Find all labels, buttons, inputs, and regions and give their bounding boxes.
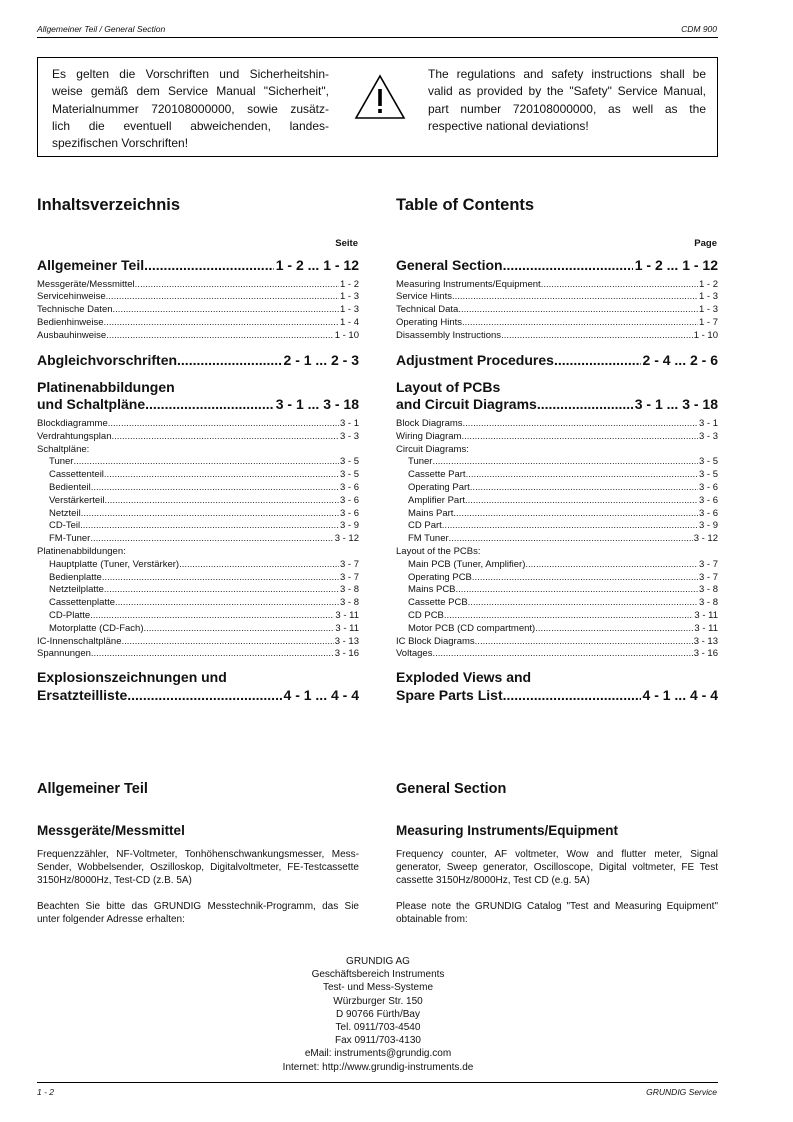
toc-item-label: Netzteilplatte	[49, 584, 104, 596]
toc-item-label: Operating Part	[408, 481, 470, 493]
toc-item-page: 3 - 6	[698, 494, 718, 506]
dot-leader	[444, 610, 694, 623]
address-line: Fax 0911/703-4130	[335, 1035, 421, 1047]
toc-item[interactable]	[37, 572, 359, 585]
running-header-right: CDM 900	[681, 24, 717, 34]
toc-item[interactable]	[396, 418, 718, 431]
dot-leader	[470, 482, 698, 495]
toc-item-label: Cassette Part	[408, 469, 466, 481]
safety-line: Es gelten die Vorschriften und Sicherheitshin-	[52, 67, 329, 81]
dot-leader	[503, 687, 641, 705]
toc-item[interactable]	[396, 495, 718, 508]
toc-item[interactable]	[37, 623, 359, 636]
toc-item-label: Wiring Diagram	[396, 430, 462, 442]
measuring-subtitle-de: Messgeräte/Messmittel	[37, 823, 185, 838]
toc-item[interactable]	[37, 520, 359, 533]
toc-section-row[interactable]	[37, 396, 359, 414]
dot-leader	[106, 291, 339, 304]
toc-section	[396, 669, 718, 704]
toc-item[interactable]	[396, 469, 718, 482]
toc-item-label: Operating Hints	[396, 316, 463, 328]
dot-leader	[475, 636, 693, 649]
dot-leader	[91, 482, 339, 495]
toc-item[interactable]	[37, 636, 359, 649]
section-spacer	[396, 370, 718, 379]
dot-leader	[463, 418, 698, 431]
toc-item[interactable]	[396, 648, 718, 661]
toc-item-page: 3 - 6	[698, 507, 718, 519]
toc-item-label: Motorplatte (CD-Fach)	[49, 622, 144, 634]
toc-section-title: Allgemeiner Teil	[37, 257, 145, 273]
toc-item-page: 3 - 5	[698, 469, 718, 481]
dot-leader	[465, 495, 698, 508]
footer-brand: GRUNDIG Service	[646, 1087, 717, 1097]
safety-line: weise gemäß dem Service Manual "Sicherheit",	[52, 84, 329, 99]
page-number: 1 - 2	[37, 1087, 55, 1097]
toc-item[interactable]	[37, 533, 359, 546]
toc-item[interactable]	[396, 520, 718, 533]
dot-leader	[472, 572, 698, 585]
safety-text-en	[428, 66, 706, 135]
toc-item-list	[37, 418, 359, 661]
toc-item-label: CD PCB	[408, 609, 444, 621]
dot-leader	[145, 396, 274, 414]
toc-item[interactable]	[37, 559, 359, 572]
safety-notice-box	[37, 57, 718, 157]
toc-item-label: FM Tuner	[408, 533, 449, 545]
toc-section-pages: 1 - 2 ... 1 - 12	[275, 257, 359, 273]
dot-leader	[104, 495, 339, 508]
toc-section-title-line: Explosionszeichnungen und	[37, 669, 227, 686]
toc-item[interactable]	[37, 330, 359, 343]
toc-item-page: 3 - 13	[334, 635, 359, 647]
toc-section-row[interactable]	[396, 396, 718, 414]
dot-leader	[452, 291, 698, 304]
toc-column-de	[37, 257, 359, 704]
toc-item-page: 3 - 7	[339, 571, 359, 583]
toc-item-page: 1 - 2	[698, 278, 718, 290]
safety-text-de	[52, 66, 329, 152]
toc-item-page: 3 - 6	[698, 481, 718, 493]
toc-item[interactable]	[37, 317, 359, 330]
toc-item[interactable]	[396, 431, 718, 444]
toc-section-title-line: Platinenabbildungen	[37, 378, 175, 395]
dot-leader	[458, 304, 698, 317]
toc-section	[396, 257, 718, 275]
toc-item[interactable]	[396, 572, 718, 585]
dot-leader	[456, 584, 698, 597]
toc-column-en	[396, 257, 718, 704]
toc-section-title: General Section	[396, 257, 503, 273]
dot-leader	[501, 330, 693, 343]
toc-section-pages: 2 - 4 ... 2 - 6	[642, 352, 718, 369]
toc-item-page: 3 - 5	[339, 469, 359, 481]
address-line: Internet: http://www.grundig-instruments.de	[282, 1061, 474, 1073]
general-section-title-de: Allgemeiner Teil	[37, 781, 148, 797]
toc-item[interactable]	[396, 610, 718, 623]
toc-section-row[interactable]	[396, 352, 718, 370]
toc-page-label-en: Page	[694, 238, 717, 249]
footer-rule	[37, 1082, 718, 1083]
toc-item[interactable]	[37, 610, 359, 623]
toc-section	[37, 669, 359, 704]
dot-leader	[104, 584, 339, 597]
toc-item-page: 1 - 2	[339, 278, 359, 290]
dot-leader	[453, 508, 698, 521]
toc-item[interactable]	[396, 559, 718, 572]
dot-leader	[432, 648, 692, 661]
toc-item-label: Block Diagrams	[396, 417, 463, 429]
dot-leader	[468, 597, 698, 610]
dot-leader	[80, 520, 339, 533]
toc-item[interactable]	[396, 533, 718, 546]
toc-section-title: Abgleichvorschriften	[37, 352, 178, 369]
toc-item-page: 3 - 3	[698, 430, 718, 442]
toc-item-label: Schaltpläne:	[37, 443, 90, 455]
dot-leader	[115, 597, 339, 610]
section-spacer	[37, 370, 359, 379]
toc-item-label: Technische Daten	[37, 304, 113, 316]
safety-line: spezifischen Vorschriften!	[52, 136, 189, 151]
dot-leader	[554, 352, 641, 370]
safety-line: lich die eventuell abweichenden, landes-	[52, 118, 329, 133]
toc-section	[37, 379, 359, 414]
toc-item-label: Circuit Diagrams:	[396, 443, 469, 455]
toc-item-page: 3 - 6	[339, 494, 359, 506]
toc-item-label: CD Part	[408, 520, 442, 532]
toc-item-page: 3 - 8	[698, 584, 718, 596]
toc-title-en: Table of Contents	[396, 196, 535, 214]
toc-section-title: and Circuit Diagrams	[396, 396, 537, 413]
toc-item-label: Service Hints	[396, 291, 452, 303]
dot-leader	[525, 559, 698, 572]
safety-line: valid as provided by the "Safety" Service Manual,	[428, 84, 706, 99]
toc-section-title-line: Layout of PCBs	[396, 378, 501, 395]
address-line: eMail: instruments@grundig.com	[304, 1048, 452, 1060]
address-line: Würzburger Str. 150	[333, 995, 423, 1007]
toc-item-label: Layout of the PCBs:	[396, 545, 481, 557]
toc-section	[396, 352, 718, 370]
toc-item[interactable]	[396, 597, 718, 610]
toc-item-page: 3 - 7	[698, 571, 718, 583]
dot-leader	[462, 317, 698, 330]
equipment-list-en: Frequency counter, AF voltmeter, Wow and flutter meter, Signal generator, Sweep generator, Oscilloscope, Digital voltmeter, FE Test cassette 3150Hz/8000Hz, Test CD (e.g. 5A)	[396, 849, 718, 886]
toc-item[interactable]	[396, 546, 718, 559]
safety-line: respective national deviations!	[428, 118, 589, 133]
section-spacer	[37, 661, 359, 669]
address-line: GRUNDIG AG	[346, 956, 410, 967]
toc-section	[37, 352, 359, 370]
toc-item-page: 3 - 12	[334, 533, 359, 545]
toc-item-label: Voltages	[396, 648, 433, 660]
running-header-left: Allgemeiner Teil / General Section	[37, 24, 166, 34]
toc-item[interactable]	[37, 508, 359, 521]
warning-triangle-icon	[354, 74, 406, 125]
toc-item-page: 3 - 6	[339, 481, 359, 493]
dot-leader	[81, 508, 339, 521]
dot-leader	[122, 636, 334, 649]
toc-item-label: Measuring Instruments/Equipment	[396, 278, 541, 290]
toc-item-page: 3 - 5	[339, 456, 359, 468]
toc-item[interactable]	[37, 597, 359, 610]
dot-leader	[113, 304, 339, 317]
toc-item[interactable]	[396, 291, 718, 304]
toc-item[interactable]	[37, 456, 359, 469]
dot-leader	[90, 610, 334, 623]
dot-leader	[108, 418, 339, 431]
toc-item-page: 3 - 8	[698, 597, 718, 609]
toc-item-label: Ausbauhinweise	[37, 329, 107, 341]
general-section-title-en: General Section	[396, 781, 507, 797]
dot-leader	[127, 687, 281, 705]
toc-item[interactable]	[37, 418, 359, 431]
toc-item-page: 1 - 3	[698, 291, 718, 303]
toc-item-label: Bedienteil	[49, 481, 91, 493]
toc-item-page: 3 - 1	[698, 417, 718, 429]
toc-section-title-line: Exploded Views and	[396, 669, 532, 686]
section-spacer	[396, 342, 718, 352]
toc-item-page: 1 - 3	[339, 291, 359, 303]
toc-item-label: Blockdiagramme	[37, 417, 108, 429]
toc-item-page: 3 - 1	[339, 417, 359, 429]
toc-item[interactable]	[396, 508, 718, 521]
dot-leader	[535, 623, 693, 636]
toc-item-label: Cassettenplatte	[49, 597, 116, 609]
toc-section-row[interactable]	[396, 687, 718, 705]
toc-item[interactable]	[396, 279, 718, 292]
toc-section-pages: 4 - 1 ... 4 - 4	[642, 686, 718, 703]
toc-item-label: Verstärkerteil	[49, 494, 105, 506]
toc-item[interactable]	[37, 291, 359, 304]
toc-page-label-de: Seite	[335, 238, 358, 249]
toc-item[interactable]	[37, 431, 359, 444]
dot-leader	[144, 257, 274, 275]
toc-item-page: 3 - 11	[694, 622, 718, 634]
toc-item-label: Operating PCB	[408, 571, 472, 583]
toc-item-label: Disassembly Instructions	[396, 329, 502, 341]
catalog-note-en: Please note the GRUNDIG Catalog "Test and Measuring Equipment" obtainable from:	[396, 901, 718, 925]
toc-item-page: 3 - 5	[698, 456, 718, 468]
toc-item[interactable]	[396, 482, 718, 495]
toc-section-row[interactable]	[396, 257, 718, 275]
toc-item-label: Main PCB (Tuner, Amplifier)	[408, 558, 526, 570]
toc-item[interactable]	[37, 444, 359, 457]
toc-item[interactable]	[396, 623, 718, 636]
address-line: D 90766 Fürth/Bay	[336, 1008, 420, 1020]
toc-item-label: IC Block Diagrams	[396, 635, 475, 647]
toc-title-de: Inhaltsverzeichnis	[37, 196, 181, 214]
toc-item[interactable]	[37, 482, 359, 495]
toc-section-pages: 3 - 1 ... 3 - 18	[634, 396, 718, 413]
dot-leader	[104, 317, 339, 330]
toc-item-page: 3 - 8	[339, 597, 359, 609]
toc-item-label: Tuner	[49, 456, 74, 468]
toc-item-page: 3 - 3	[339, 430, 359, 442]
toc-item-page: 1 - 10	[334, 329, 359, 341]
safety-line: The regulations and safety instructions shall be	[428, 67, 706, 81]
toc-item-label: CD-Platte	[49, 609, 91, 621]
toc-section	[396, 379, 718, 414]
toc-item-page: 3 - 13	[693, 635, 718, 647]
toc-item-label: Cassettenteil	[49, 469, 104, 481]
dot-leader	[449, 533, 693, 546]
dot-leader	[442, 520, 698, 533]
catalog-note-de: Beachten Sie bitte das GRUNDIG Messtechnik-Programm, das Sie unter folgender Adresse erhalten:	[37, 901, 359, 925]
toc-section-title: Adjustment Procedures	[396, 352, 554, 369]
dot-leader	[135, 279, 339, 292]
safety-line: part number 720108000000, as well as the	[428, 101, 706, 116]
header-rule	[37, 37, 718, 38]
toc-item-label: Mains Part	[408, 507, 454, 519]
toc-item[interactable]	[396, 304, 718, 317]
toc-item-page: 3 - 11	[335, 609, 359, 621]
address-line: Tel. 0911/703-4540	[335, 1022, 421, 1034]
toc-item-page: 3 - 8	[339, 584, 359, 596]
toc-item-label: Tuner	[408, 456, 433, 468]
section-spacer	[396, 661, 718, 669]
toc-item-page: 3 - 7	[339, 558, 359, 570]
toc-item[interactable]	[396, 636, 718, 649]
toc-item[interactable]	[37, 304, 359, 317]
toc-section-row[interactable]	[37, 257, 359, 275]
toc-item-page: 1 - 3	[698, 304, 718, 316]
dot-leader	[91, 648, 334, 661]
toc-item-label: Cassette PCB	[408, 597, 468, 609]
toc-item-page: 3 - 11	[335, 622, 359, 634]
dot-leader	[461, 431, 698, 444]
dot-leader	[466, 469, 698, 482]
toc-item-page: 1 - 7	[698, 316, 718, 328]
toc-item-label: Bedienplatte	[49, 571, 102, 583]
dot-leader	[102, 572, 339, 585]
toc-item-label: CD-Teil	[49, 520, 81, 532]
toc-item-label: Verdrahtungsplan	[37, 430, 112, 442]
toc-section-row[interactable]	[37, 352, 359, 370]
toc-item-page: 3 - 6	[339, 507, 359, 519]
dot-leader	[179, 559, 339, 572]
dot-leader	[541, 279, 698, 292]
dot-leader	[537, 396, 633, 414]
toc-item-label: Mains PCB	[408, 584, 456, 596]
toc-item-label: Servicehinweise	[37, 291, 106, 303]
toc-section-row[interactable]	[37, 687, 359, 705]
dot-leader	[104, 469, 339, 482]
toc-section-title: Ersatzteilliste	[37, 686, 128, 703]
dot-leader	[90, 533, 333, 546]
toc-item[interactable]	[37, 495, 359, 508]
toc-section-pages: 4 - 1 ... 4 - 4	[283, 686, 359, 703]
toc-item-page: 3 - 11	[694, 609, 718, 621]
safety-line: Materialnummer 720108000000, sowie zusätz-	[52, 101, 329, 116]
dot-leader	[177, 352, 281, 370]
toc-item-page: 1 - 4	[339, 316, 359, 328]
measuring-subtitle-en: Measuring Instruments/Equipment	[396, 823, 619, 838]
toc-item[interactable]	[37, 648, 359, 661]
dot-leader	[106, 330, 334, 343]
toc-item-list	[37, 279, 359, 343]
equipment-list-de: Frequenzzähler, NF-Voltmeter, Tonhöhenschwankungsmesser, Mess-Sender, Wobbelsender, Oszilloskop, Digitalvoltmeter, FE-Testcassette 3150Hz/8000Hz, Test-CD (z.B. 5A)	[37, 849, 359, 886]
toc-item-page: 3 - 16	[334, 648, 359, 660]
toc-item[interactable]	[396, 330, 718, 343]
dot-leader	[144, 623, 335, 636]
toc-item-label: Amplifier Part	[408, 494, 466, 506]
toc-item-list	[396, 418, 718, 661]
toc-item-label: FM-Tuner	[49, 533, 91, 545]
toc-item-label: Netzteil	[49, 507, 81, 519]
toc-item-page: 3 - 9	[339, 520, 359, 532]
toc-item-label: Platinenabbildungen:	[37, 545, 126, 557]
toc-item-label: Spannungen	[37, 648, 91, 660]
toc-item-list	[396, 279, 718, 343]
section-spacer	[37, 342, 359, 352]
toc-item-page: 1 - 3	[339, 304, 359, 316]
toc-item-label: IC-Innenschaltpläne	[37, 635, 122, 647]
toc-item[interactable]	[37, 546, 359, 559]
toc-item[interactable]	[37, 279, 359, 292]
toc-item-page: 3 - 12	[693, 533, 718, 545]
toc-item-page: 3 - 7	[698, 558, 718, 570]
grundig-address-block	[200, 955, 556, 1074]
toc-section-pages: 2 - 1 ... 2 - 3	[283, 352, 359, 369]
toc-item-page: 1 - 10	[693, 329, 718, 341]
toc-item[interactable]	[37, 584, 359, 597]
toc-item[interactable]	[396, 317, 718, 330]
toc-item[interactable]	[37, 469, 359, 482]
toc-item-label: Hauptplatte (Tuner, Verstärker)	[49, 558, 180, 570]
toc-section-title: und Schaltpläne	[37, 396, 146, 413]
toc-item[interactable]	[396, 444, 718, 457]
toc-section-pages: 1 - 2 ... 1 - 12	[634, 257, 718, 273]
toc-item-label: Bedienhinweise	[37, 316, 104, 328]
toc-item[interactable]	[396, 456, 718, 469]
toc-item-page: 3 - 9	[698, 520, 718, 532]
toc-section-pages: 3 - 1 ... 3 - 18	[275, 396, 359, 413]
dot-leader	[73, 456, 339, 469]
toc-item-label: Motor PCB (CD compartment)	[408, 622, 536, 634]
toc-item[interactable]	[396, 584, 718, 597]
toc-item-label: Technical Data	[396, 304, 459, 316]
toc-section-title: Spare Parts List	[396, 686, 503, 703]
toc-item-label: Messgeräte/Messmittel	[37, 278, 135, 290]
dot-leader	[432, 456, 698, 469]
address-line: Geschäftsbereich Instruments	[311, 969, 445, 981]
toc-section	[37, 257, 359, 275]
toc-item-page: 3 - 16	[693, 648, 718, 660]
dot-leader	[111, 431, 339, 444]
dot-leader	[503, 257, 633, 275]
address-line: Test- und Mess-Systeme	[322, 982, 434, 994]
